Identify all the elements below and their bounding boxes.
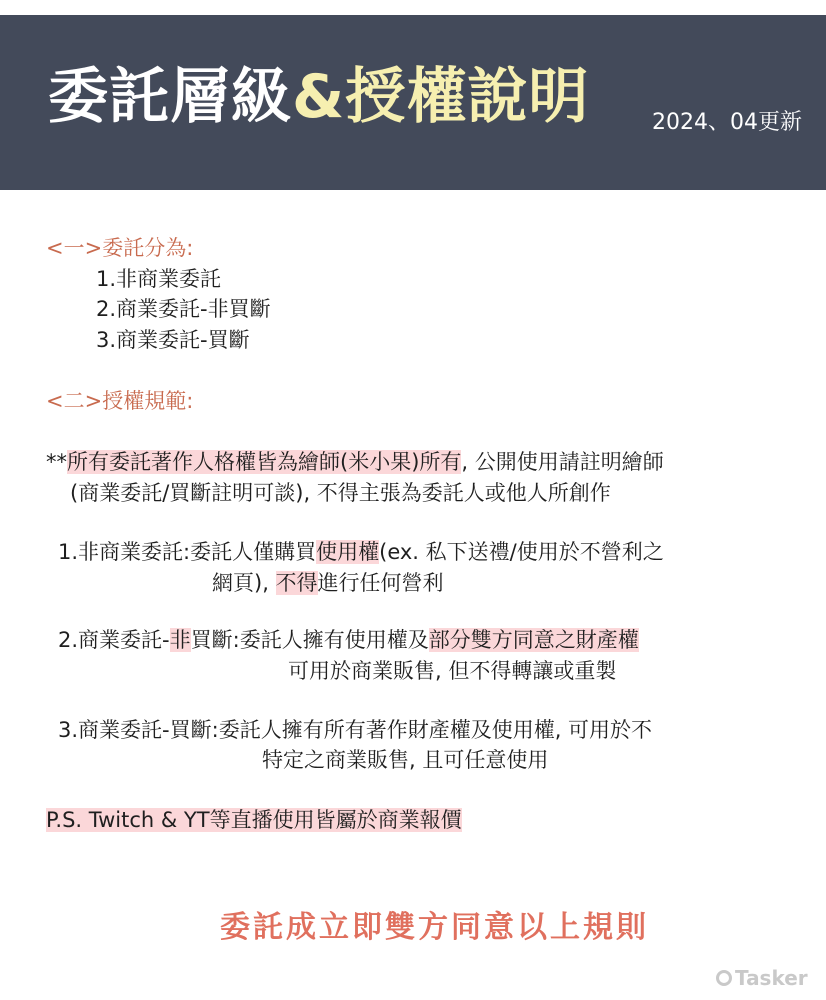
- page-title: [48, 62, 590, 132]
- section1-item-2: 2.商業委託-非買斷: [96, 297, 271, 321]
- header-banner: [0, 15, 826, 190]
- note-rest: , 公開使用請註明繪師: [461, 450, 664, 474]
- copyright-note-line2: (商業委託/買斷註明可談), 不得主張為委託人或他人所創作: [70, 481, 611, 505]
- rule3-label: 3.商業委託-買斷:: [58, 718, 219, 742]
- section1-heading: <一>委託分為:: [46, 236, 194, 260]
- note-prefix: **: [46, 450, 67, 474]
- rule1-label: 1.非商業委託:: [58, 540, 191, 564]
- rule1-text-b: (ex. 私下送禮/使用於不營利之: [379, 540, 664, 564]
- tasker-logo-icon: [716, 970, 732, 986]
- rule1-line2: [212, 571, 444, 596]
- note-highlight: 所有委託著作人格權皆為繪師(米小果)所有: [67, 450, 462, 474]
- watermark-text: Tasker: [735, 966, 808, 990]
- rule1-highlight-not: 不得: [275, 571, 318, 595]
- title-accent: &授權說明: [292, 62, 590, 132]
- update-date: 2024、04更新: [652, 110, 802, 135]
- rule2-label-b: 買斷:: [190, 628, 240, 652]
- rule2-label-highlight: 非: [169, 628, 191, 652]
- section1-item-1: 1.非商業委託: [96, 267, 222, 291]
- copyright-note: [46, 450, 664, 475]
- watermark: [716, 966, 808, 990]
- rule2-text-a: 委託人擁有使用權及: [239, 628, 429, 652]
- title-main: 委託層級: [48, 62, 292, 132]
- rule2-highlight-property: 部分雙方同意之財產權: [428, 628, 639, 652]
- section2-heading: <二>授權規範:: [46, 389, 194, 413]
- rule2-line1: [58, 628, 639, 653]
- rule3-line2: 特定之商業販售, 且可任意使用: [262, 748, 549, 772]
- rule1-highlight-use-right: 使用權: [316, 540, 380, 564]
- rule1-line2-b: 進行任何營利: [317, 571, 444, 595]
- ps-note: [46, 808, 462, 833]
- rule3-text: 委託人擁有所有著作財產權及使用權, 可用於不: [218, 718, 653, 742]
- section1-item-3: 3.商業委託-買斷: [96, 328, 250, 352]
- rule2-line2: 可用於商業販售, 但不得轉讓或重製: [288, 659, 617, 683]
- closing-statement: 委託成立即雙方同意以上規則: [220, 910, 649, 945]
- rule3-line1: [58, 718, 652, 743]
- rule1-line1: [58, 540, 664, 565]
- rule2-label-a: 2.商業委託-: [58, 628, 170, 652]
- rule1-text-a: 委託人僅購買: [190, 540, 317, 564]
- rule1-line2-a: 網頁),: [212, 571, 276, 595]
- ps-highlight: P.S. Twitch & YT等直播使用皆屬於商業報價: [46, 808, 462, 832]
